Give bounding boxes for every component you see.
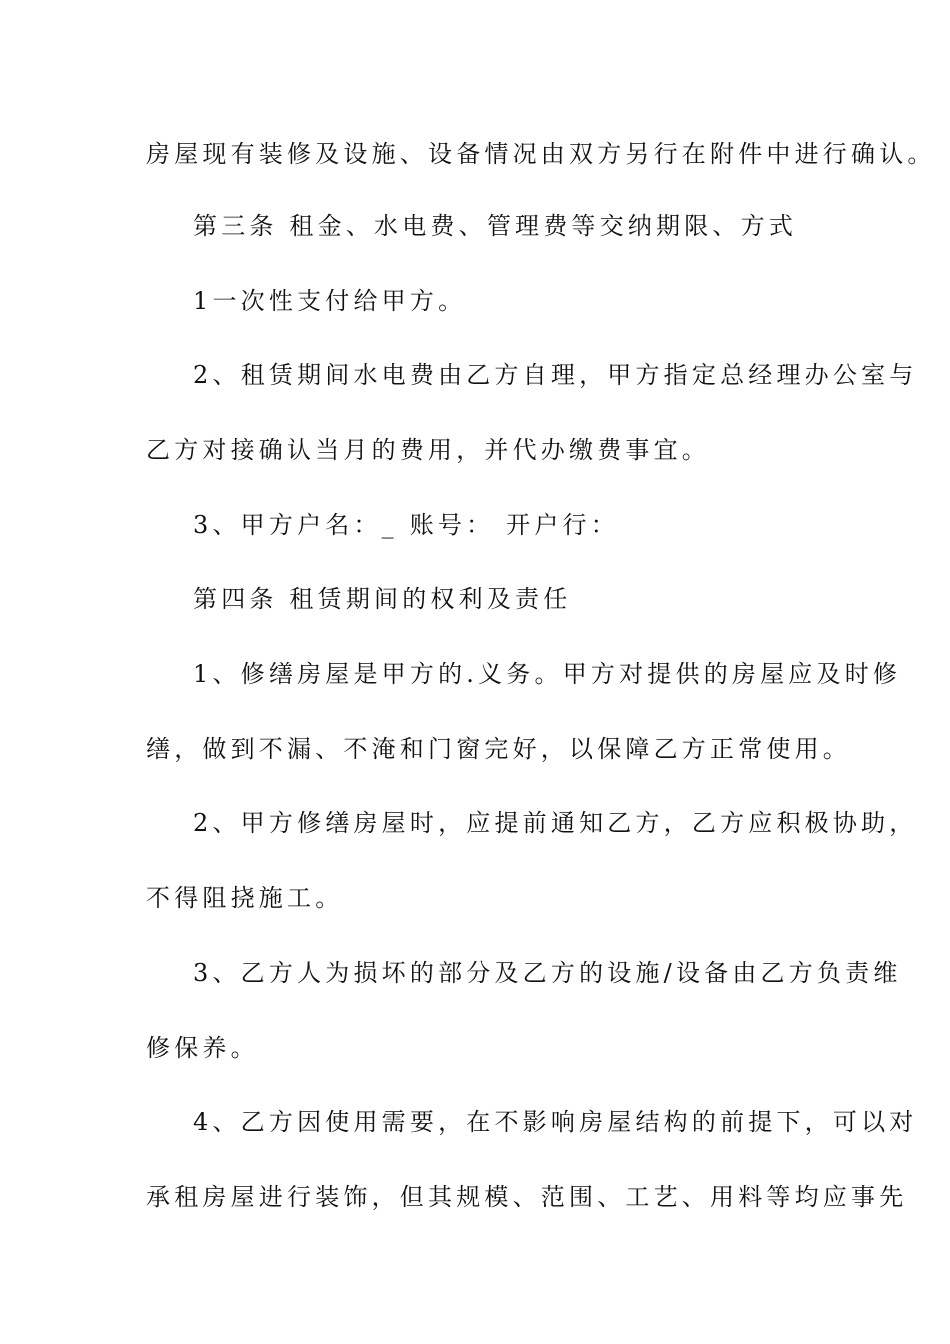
text-line: 房屋现有装修及设施、设备情况由双方另行在附件中进行确认。 — [146, 140, 936, 168]
text-line: 1、修缮房屋是甲方的.义务。甲方对提供的房屋应及时修 — [193, 660, 902, 688]
text-line: 修保养。 — [146, 1034, 259, 1062]
text-line: 4、乙方因使用需要，在不影响房屋结构的前提下，可以对 — [193, 1108, 918, 1136]
text-line: 3、乙方人为损坏的部分及乙方的设施/设备由乙方负责维 — [193, 959, 902, 987]
text-line: 2、甲方修缮房屋时，应提前通知乙方，乙方应积极协助， — [193, 809, 918, 837]
section-heading: 第四条 租赁期间的权利及责任 — [193, 585, 572, 613]
section-heading: 第三条 租金、水电费、管理费等交纳期限、方式 — [193, 212, 798, 240]
text-line: 2、租赁期间水电费由乙方自理，甲方指定总经理办公室与 — [193, 361, 918, 389]
text-line: 承租房屋进行装饰，但其规模、范围、工艺、用料等均应事先 — [146, 1183, 908, 1211]
text-line: 1一次性支付给甲方。 — [193, 287, 467, 315]
text-line: 缮，做到不漏、不淹和门窗完好，以保障乙方正常使用。 — [146, 735, 851, 763]
text-line: 不得阻挠施工。 — [146, 884, 344, 912]
text-line: 乙方对接确认当月的费用，并代办缴费事宜。 — [146, 436, 710, 464]
text-line: 3、甲方户名：_ 账号： 开户行： — [193, 511, 619, 539]
